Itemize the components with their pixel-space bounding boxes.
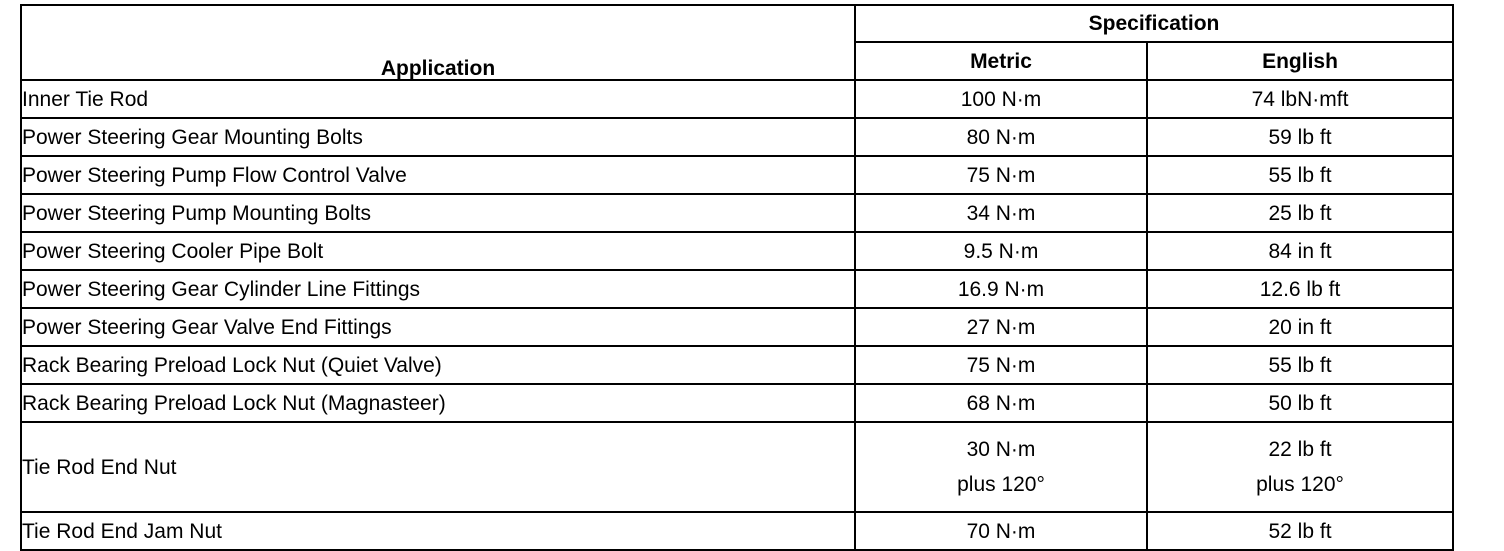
application-cell: Tie Rod End Jam Nut [21, 512, 855, 550]
table-row [21, 232, 1453, 270]
table-row [21, 346, 1453, 384]
english-cell [1147, 194, 1453, 232]
application-cell: Power Steering Gear Mounting Bolts [21, 118, 855, 156]
table-header [21, 5, 1453, 80]
metric-cell [855, 422, 1147, 512]
metric-value: 100 N·m [960, 87, 1042, 111]
table-row [21, 384, 1453, 422]
english-cell [1147, 422, 1453, 512]
metric-value: 16.9 N·m [957, 277, 1045, 301]
metric-cell [855, 270, 1147, 308]
english-value: 50 lb ft [1268, 391, 1332, 415]
english-header: English [1147, 42, 1453, 80]
specification-header: Specification [855, 5, 1453, 42]
english-value: 25 lb ft [1268, 201, 1332, 225]
metric-cell [855, 194, 1147, 232]
metric-cell [855, 80, 1147, 118]
metric-value: 80 N·m [966, 125, 1036, 149]
metric-value: 75 N·m [966, 163, 1036, 187]
english-value: 74 lbN·mft [1251, 87, 1349, 111]
english-value: 52 lb ft [1268, 519, 1332, 543]
metric-value: 68 N·m [966, 391, 1036, 415]
english-cell [1147, 118, 1453, 156]
table-row [21, 422, 1453, 512]
application-cell: Rack Bearing Preload Lock Nut (Magnasteer) [21, 384, 855, 422]
metric-value: 75 N·m [966, 353, 1036, 377]
metric-cell [855, 118, 1147, 156]
application-cell: Rack Bearing Preload Lock Nut (Quiet Valve) [21, 346, 855, 384]
application-cell: Power Steering Pump Flow Control Valve [21, 156, 855, 194]
metric-cell [855, 384, 1147, 422]
application-cell: Tie Rod End Nut [21, 422, 855, 512]
torque-spec-table [20, 4, 1454, 551]
metric-value: 9.5 N·m [963, 239, 1039, 263]
metric-value: 30 N·m [966, 438, 1036, 461]
english-value: 20 in ft [1268, 315, 1332, 339]
english-cell [1147, 80, 1453, 118]
english-value: 22 lb ft [1268, 438, 1332, 461]
table-row [21, 270, 1453, 308]
english-value: 59 lb ft [1268, 125, 1332, 149]
table-row [21, 156, 1453, 194]
table-row [21, 118, 1453, 156]
english-cell [1147, 156, 1453, 194]
english-value: plus 120° [1256, 473, 1344, 496]
metric-cell [855, 308, 1147, 346]
table-row [21, 80, 1453, 118]
application-cell: Power Steering Gear Valve End Fittings [21, 308, 855, 346]
application-cell: Power Steering Gear Cylinder Line Fittings [21, 270, 855, 308]
metric-header: Metric [855, 42, 1147, 80]
english-cell [1147, 270, 1453, 308]
english-value: 84 in ft [1268, 239, 1332, 263]
english-cell [1147, 512, 1453, 550]
table-row [21, 194, 1453, 232]
application-cell: Inner Tie Rod [21, 80, 855, 118]
metric-cell [855, 232, 1147, 270]
metric-value: 70 N·m [966, 519, 1036, 543]
metric-cell [855, 346, 1147, 384]
english-cell [1147, 346, 1453, 384]
table-row [21, 512, 1453, 550]
metric-cell [855, 512, 1147, 550]
application-cell: Power Steering Pump Mounting Bolts [21, 194, 855, 232]
application-header: Application [21, 5, 855, 80]
metric-value: 27 N·m [966, 315, 1036, 339]
english-cell [1147, 308, 1453, 346]
table-body [21, 80, 1453, 550]
english-cell [1147, 384, 1453, 422]
english-value: 55 lb ft [1268, 163, 1332, 187]
table-row [21, 308, 1453, 346]
metric-value: 34 N·m [966, 201, 1036, 225]
metric-value: plus 120° [957, 473, 1045, 496]
english-cell [1147, 232, 1453, 270]
english-value: 12.6 lb ft [1259, 277, 1341, 301]
application-cell: Power Steering Cooler Pipe Bolt [21, 232, 855, 270]
english-value: 55 lb ft [1268, 353, 1332, 377]
metric-cell [855, 156, 1147, 194]
